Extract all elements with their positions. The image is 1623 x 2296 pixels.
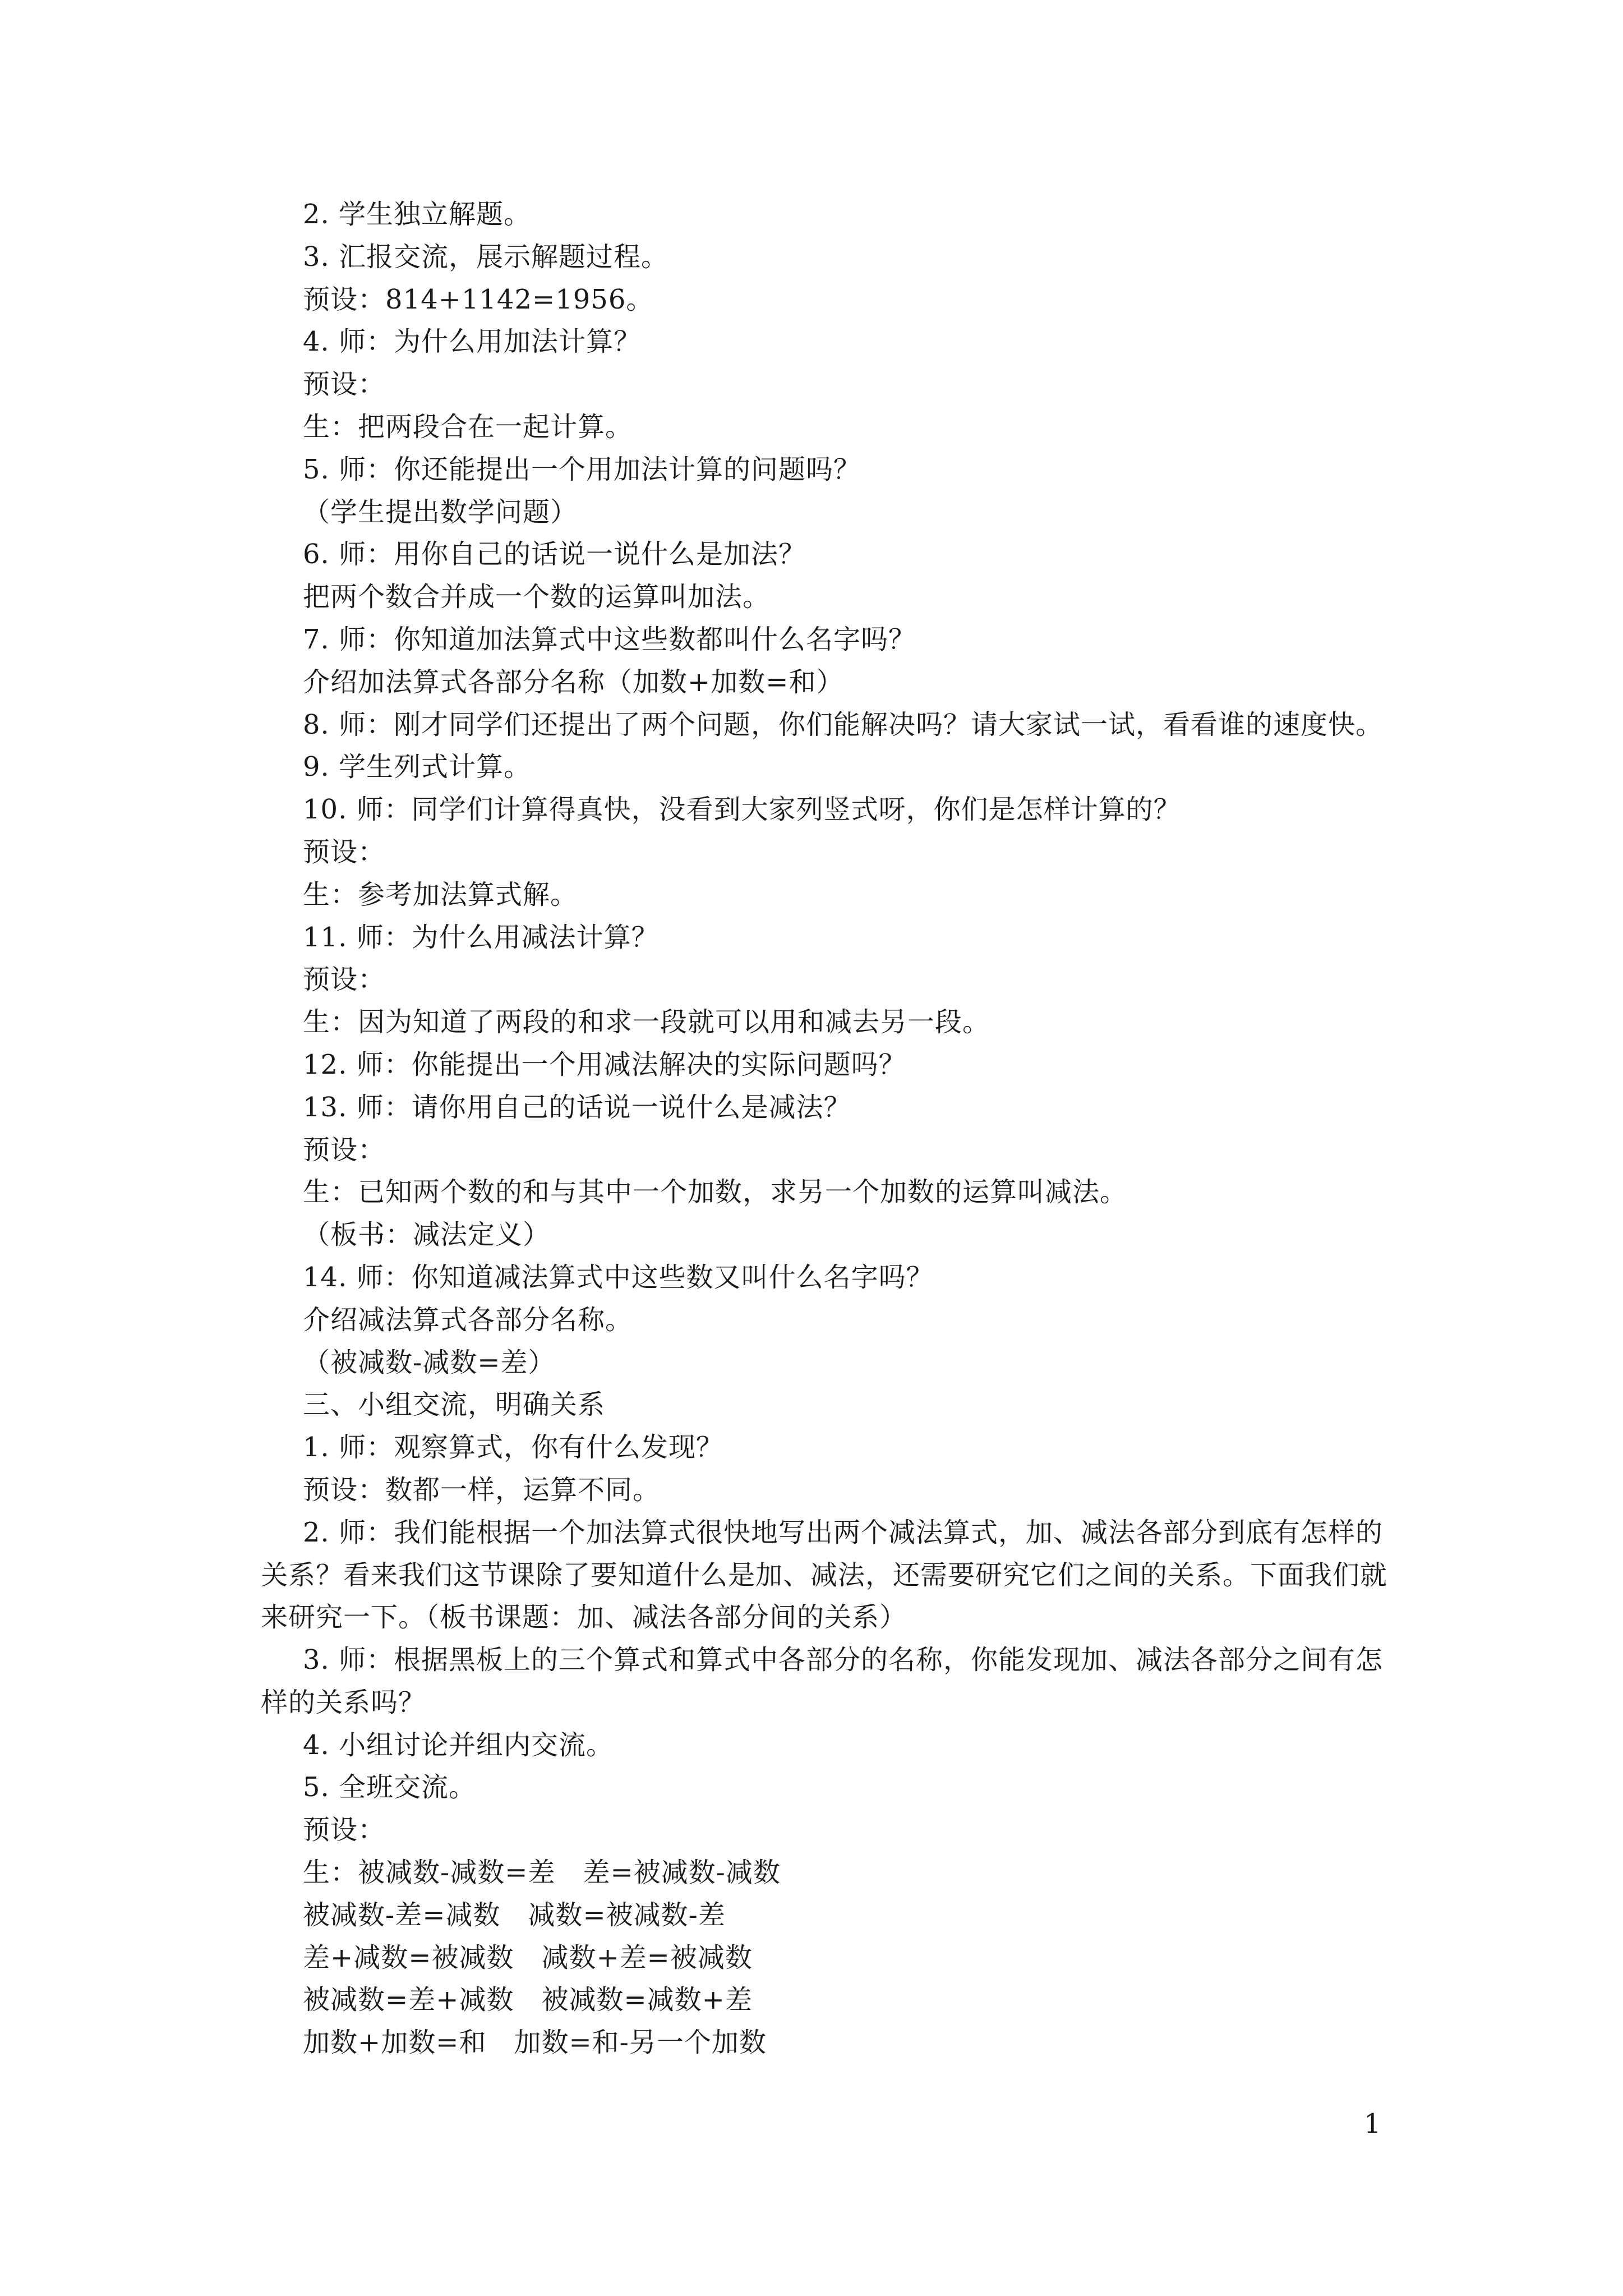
text-line: 预设： [303, 836, 386, 868]
text-line: 生：参考加法算式解。 [303, 878, 578, 910]
paragraph-line: 2. 师：我们能根据一个加法算式很快地写出两个减法算式，加、减法各部分到底有怎样的 [303, 1516, 1384, 1548]
text-line: 4. 师：为什么用加法计算？ [303, 326, 642, 358]
paragraph-2 [261, 1512, 1396, 1639]
paragraph-line: 来研究一下。（板书课题：加、减法各部分间的关系） [261, 1602, 907, 1634]
text-line: 预设： [303, 1134, 386, 1166]
text-line: （板书：减法定义） [303, 1219, 551, 1251]
text-line: 14. 师：你知道减法算式中这些数又叫什么名字吗？ [303, 1261, 934, 1293]
section-heading: 三、小组交流，明确关系 [303, 1389, 606, 1421]
formula-line: 生：被减数-减数=差 差=被减数-减数 [303, 1857, 781, 1889]
paragraph-line: 关系？看来我们这节课除了要知道什么是加、减法，还需要研究它们之间的关系。下面我们就 [261, 1559, 1388, 1591]
text-line: （学生提出数学问题） [303, 496, 578, 528]
text-line: 把两个数合并成一个数的运算叫加法。 [303, 581, 771, 613]
formula-line: 差+减数=被减数 减数+差=被减数 [303, 1941, 753, 1973]
document-body [261, 194, 1396, 2064]
text-line: 8. 师：刚才同学们还提出了两个问题，你们能解决吗？请大家试一试，看看谁的速度快。 [303, 708, 1384, 740]
text-line: 4. 小组讨论并组内交流。 [303, 1729, 614, 1761]
text-line: 11. 师：为什么用减法计算？ [303, 921, 659, 953]
text-line: 13. 师：请你用自己的话说一说什么是减法？ [303, 1091, 851, 1123]
text-line: 生：因为知道了两段的和求一段就可以用和减去另一段。 [303, 1006, 990, 1038]
text-line: 9. 学生列式计算。 [303, 751, 532, 783]
paragraph-line: 3. 师：根据黑板上的三个算式和算式中各部分的名称，你能发现加、减法各部分之间有怎 [303, 1644, 1384, 1676]
paragraph-3 [261, 1639, 1396, 1724]
formula-line: 被减数-差=减数 减数=被减数-差 [303, 1899, 726, 1931]
text-line: （被减数-减数=差） [303, 1346, 556, 1378]
text-line: 10. 师：同学们计算得真快，没看到大家列竖式呀，你们是怎样计算的？ [303, 794, 1181, 826]
formula-line: 被减数=差+减数 被减数=减数+差 [303, 1984, 753, 2016]
text-line: 介绍加法算式各部分名称（加数+加数=和） [303, 666, 844, 698]
text-line: 12. 师：你能提出一个用减法解决的实际问题吗？ [303, 1048, 906, 1080]
text-line: 预设： [303, 964, 386, 996]
text-line: 预设：814+1142=1956。 [303, 283, 654, 315]
text-line: 介绍减法算式各部分名称。 [303, 1304, 633, 1336]
text-line: 5. 师：你还能提出一个用加法计算的问题吗？ [303, 453, 861, 485]
text-line: 预设： [303, 1814, 386, 1846]
text-line: 预设： [303, 369, 386, 401]
paragraph-line: 样的关系吗？ [261, 1686, 426, 1718]
text-line: 7. 师：你知道加法算式中这些数都叫什么名字吗？ [303, 623, 916, 655]
text-line: 生：把两段合在一起计算。 [303, 411, 633, 443]
text-line: 5. 全班交流。 [303, 1772, 477, 1803]
page-number: 1 [1364, 2108, 1381, 2139]
formula-line: 加数+加数=和 加数=和-另一个加数 [303, 2027, 767, 2059]
text-line: 3. 汇报交流，展示解题过程。 [303, 241, 669, 273]
text-line: 生：已知两个数的和与其中一个加数，求另一个加数的运算叫减法。 [303, 1176, 1128, 1208]
text-line: 6. 师：用你自己的话说一说什么是加法？ [303, 539, 806, 570]
text-line: 1. 师：观察算式，你有什么发现？ [303, 1432, 724, 1464]
text-line: 2. 学生独立解题。 [303, 199, 532, 230]
text-line: 预设：数都一样，运算不同。 [303, 1474, 661, 1506]
